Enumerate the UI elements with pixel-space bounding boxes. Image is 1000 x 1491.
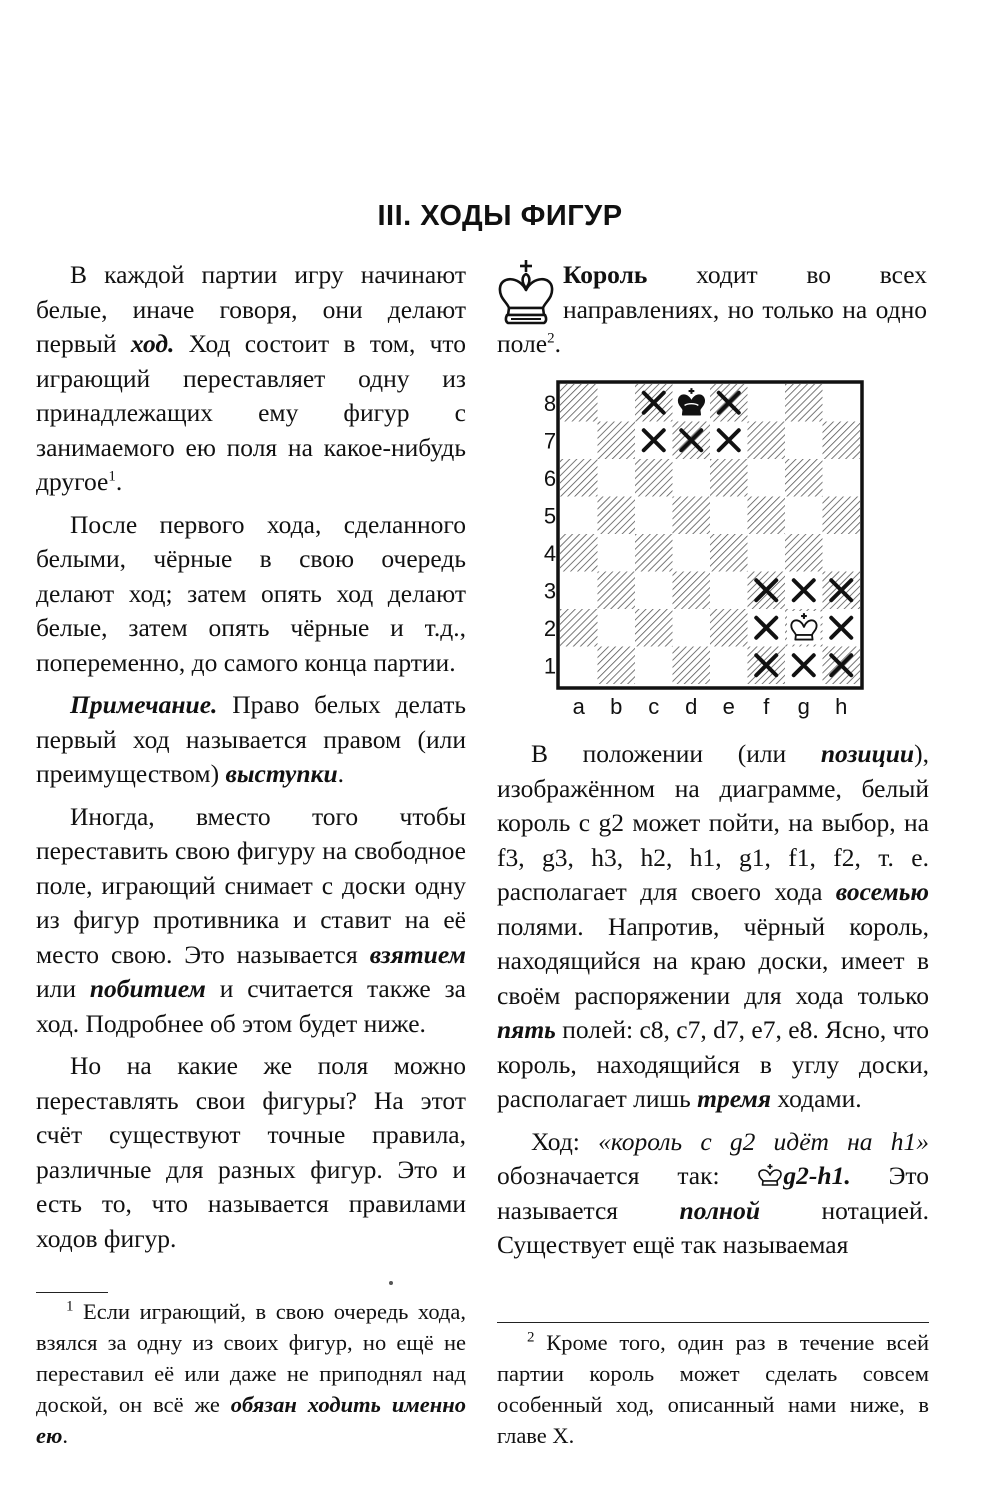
square-a2 [560,609,598,647]
square-e1 [710,647,748,685]
footnote-rule-left [36,1292,108,1293]
term-move: ход. [130,329,175,358]
square-c4 [635,534,673,572]
square-a7 [560,422,598,460]
square-c2 [635,609,673,647]
left-column [36,258,466,1256]
chess-diagram [530,378,870,723]
square-d5 [673,497,711,535]
square-b1 [598,647,636,685]
rank-label: 7 [543,428,557,454]
square-a6 [560,459,598,497]
rank-label: 6 [543,465,557,491]
square-f7 [748,422,786,460]
square-d2 [673,609,711,647]
term-vystupka: выступки [225,759,338,788]
square-c6 [635,459,673,497]
term-position: позиции [820,739,915,768]
square-b4 [598,534,636,572]
white-king-icon [495,258,557,326]
square-h5 [823,497,861,535]
king-notation-icon [757,1163,783,1187]
term-three: тремя [697,1084,771,1113]
paragraph-notation: Ход: «король с g2 идёт на h1» обозначается так: g2-h1. Это называется полной нотацией. Существует ещё так называемая [497,1126,929,1259]
square-b2 [598,609,636,647]
square-g7 [785,422,823,460]
file-label: e [722,694,735,719]
term-capture: взятием [369,939,466,969]
file-label: b [610,694,623,719]
paragraph-2: После первого хода, сделанного белыми, чёрные в свою очередь делают ход; затем опять ход делают белые, затем опять чёрные и т.д., попеременно, до самого конца партии. [36,509,466,677]
square-h6 [823,459,861,497]
square-d1 [673,647,711,685]
square-a8 [560,384,598,422]
rank-label: 1 [543,653,557,679]
rank-label: 2 [543,615,557,641]
square-e6 [710,459,748,497]
file-label: c [648,694,660,719]
term-five: пять [497,1015,556,1044]
square-f6 [748,459,786,497]
square-e5 [710,497,748,535]
square-c1 [635,647,673,685]
rank-label: 5 [543,503,557,529]
square-f8 [748,384,786,422]
term-eight: восемью [835,877,929,906]
square-d6 [673,459,711,497]
square-g4 [785,534,823,572]
square-f5 [748,497,786,535]
square-b3 [598,572,636,610]
square-c5 [635,497,673,535]
term-full: полной [679,1195,761,1225]
square-e2 [710,609,748,647]
file-label: h [835,694,848,719]
king-intro: Король ходит во всех направлениях, но только на одно поле$^2$. [497,260,927,358]
file-label: d [685,694,698,719]
square-h8 [823,384,861,422]
chess-board [530,378,870,723]
square-c3 [635,572,673,610]
square-b5 [598,497,636,535]
square-e4 [710,534,748,572]
term-king: Король [563,260,648,289]
stray-dot [389,1281,393,1285]
footnote-ref-2: 2 [547,330,555,347]
square-b6 [598,459,636,497]
note-label: Примечание. [70,690,218,719]
square-b7 [598,422,636,460]
square-d3 [673,572,711,610]
footnote-ref-1: 1 [108,468,116,485]
rank-label: 8 [543,390,557,416]
square-h4 [823,534,861,572]
chapter-title: III. ХОДЫ ФИГУР [377,200,623,232]
square-a4 [560,534,598,572]
square-f4 [748,534,786,572]
square-a5 [560,497,598,535]
file-label: a [572,694,585,719]
file-label: f [763,694,770,719]
footnote-2: $^2$ Кроме того, один раз в течение всей партии король может сделать совсем особенный ход, описанный нами ниже, в главе X. [497,1329,929,1448]
rank-label: 4 [543,540,557,566]
paragraph-4: Иногда, вместо того чтобы переставить свою фигуру на свободное поле, играющий снимает с доски одну из фигур противника и ставит на её место свою. Это называется взятием или побитием и считается также за ход. Подробнее об этом будет ниже. [36,801,466,1038]
paragraph-1: В каждой партии игру начинают белые, иначе говоря, они делают первый ход. Ход состоит в том, что играющий переставляет одну из принадлежащих ему фигур с занимаемого ею поля на какое-нибудь другое$^1$. [36,260,466,496]
right-column [497,737,929,1263]
square-g6 [785,459,823,497]
paragraph-3: Примечание. Право белых делать первый ход называется правом (или преимуществом) выступки. [36,690,466,788]
rank-label: 3 [543,578,557,604]
paragraph-5: Но на какие же поля можно переставлять свои фигуры? На этот счёт существуют точные правила, различные для разных фигур. Это и есть то, что называется правилами ходов фигур. [36,1051,466,1253]
square-d4 [673,534,711,572]
square-a1 [560,647,598,685]
move-quote: «король с g2 идёт на h1» [598,1126,929,1156]
term-taking: побитием [89,974,206,1003]
square-b8 [598,384,636,422]
move-notation: g2-h1. [783,1161,851,1190]
footnote-rule-right [497,1322,929,1323]
paragraph-position: В положении (или позиции), изображённом на диаграмме, белый король с g2 может пойти, на выбор, на f3, g3, h3, h2, h1, g1, f1, f2, т. е. располагает для своего хода восемью полями. Напротив, чёрный король, находящийся на краю доски, имеет в своём распоряжении для хода только пять полей: c8, c7, d7, e7, e8. Ясно, что король, находящийся в углу доски, располагает лишь тремя ходами. [497,739,929,1113]
footnote-1: $^1$ Если играющий, в свою очередь хода, взялся за одну из своих фигур, но ещё не переставил её или даже не приподнял над доской, он всё же обязан ходить именно ею. [36,1298,466,1448]
square-e3 [710,572,748,610]
square-a3 [560,572,598,610]
square-g8 [785,384,823,422]
file-label: g [797,694,810,719]
square-h7 [823,422,861,460]
square-g5 [785,497,823,535]
